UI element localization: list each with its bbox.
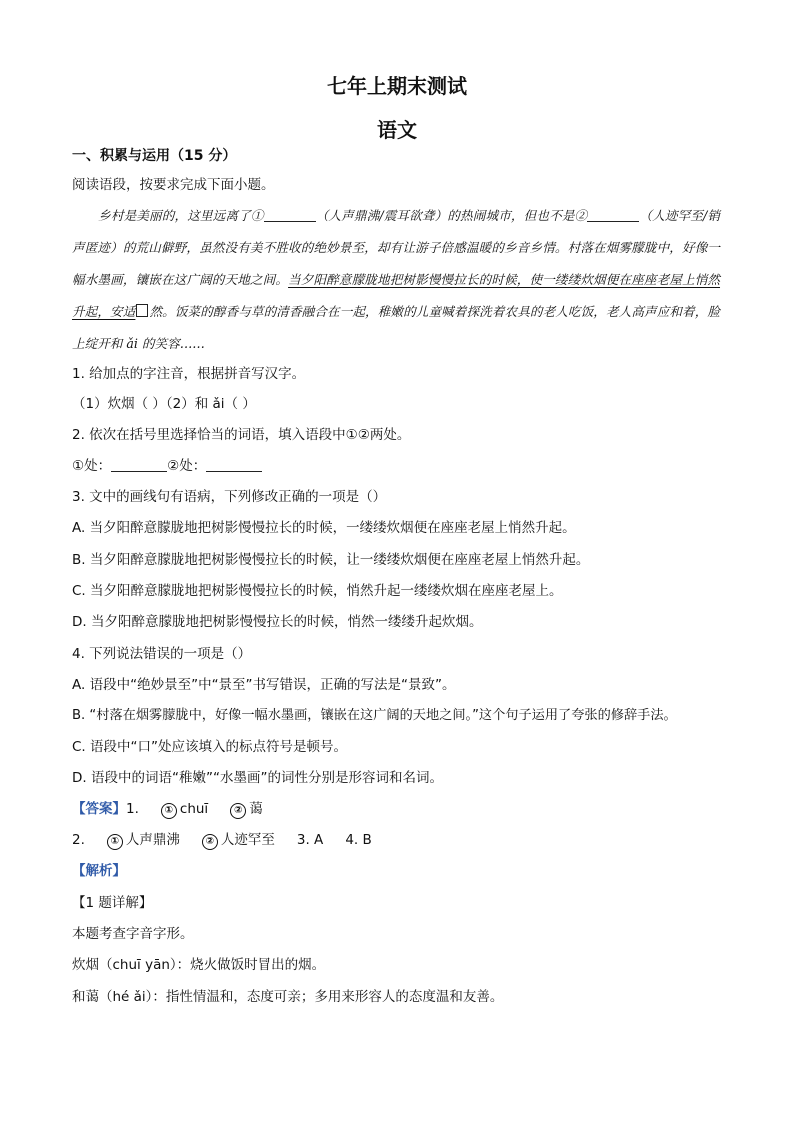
detail-line-3: 和蔼（hé ǎi）：指性情温和，态度可亲；多用来形容人的态度温和友善。	[72, 989, 504, 1005]
passage-part-1: 乡村是美丽的，这里远离了①	[98, 208, 264, 223]
q4-option-b: B. “村落在烟雾朦胧中，好像一幅水墨画，镶嵌在这广阔的天地之间。”这个句子运用了夸张的修辞手法。	[72, 708, 677, 723]
q4-option-a: A. 语段中“绝妙景至”中“景至”书写错误，正确的写法是“景致”。	[72, 677, 456, 693]
answer-line-1: 【答案】1. ① chuī ② 蔼	[72, 801, 263, 817]
answer-blank-1	[111, 459, 167, 472]
q3-option-a: A. 当夕阳醉意朦胧地把树影慢慢拉长的时候，一缕缕炊烟便在座座老屋上悄然升起。	[72, 520, 576, 536]
question-4: 4. 下列说法错误的一项是（）	[72, 646, 252, 662]
q3-option-d: D. 当夕阳醉意朦胧地把树影慢慢拉长的时候，悄然一缕缕升起炊烟。	[72, 614, 483, 630]
q3-option-b: B. 当夕阳醉意朦胧地把树影慢慢拉长的时候，让一缕缕炊烟便在座座老屋上悄然升起。	[72, 552, 590, 568]
punctuation-box	[136, 304, 148, 317]
question-2-blanks: ①处： ②处：	[72, 457, 262, 475]
reading-passage	[72, 200, 720, 360]
passage-part-2: （人声鼎沸/震耳欲聋）的热闹城市，但也不是②	[315, 208, 588, 223]
page-title: 七年上期末测试	[327, 74, 467, 98]
answer-blank-2	[206, 459, 262, 472]
passage-part-3: （人迹罕至/销声匿迹）的荒山僻野，虽然没有美不胜收的绝妙景至，却有让游子倍感温暖的乡音乡情。村落在烟雾朦胧中，好像一幅水墨画，镶嵌在这广阔的天地之间。	[72, 208, 721, 287]
analysis-label: 【解析】	[72, 863, 126, 879]
question-3: 3. 文中的画线句有语病，下列修改正确的一项是（）	[72, 489, 387, 505]
page-subtitle: 语文	[377, 118, 417, 142]
section-heading: 一、积累与运用（15 分）	[72, 148, 237, 164]
blank-2	[587, 209, 639, 222]
detail-line-1: 本题考查字音字形。	[72, 926, 194, 942]
question-1-items: （1）炊烟（ ）（2）和 ǎi（ ）	[72, 396, 256, 412]
question-2: 2. 依次在括号里选择恰当的词语，填入语段中①②两处。	[72, 427, 411, 443]
q3-option-c: C. 当夕阳醉意朦胧地把树影慢慢拉长的时候，悄然升起一缕缕炊烟在座座老屋上。	[72, 583, 563, 599]
blank-1	[264, 209, 316, 222]
q4-option-d: D. 语段中的词语“稚嫩”“水墨画”的词性分别是形容词和名词。	[72, 770, 443, 786]
question-1: 1. 给加点的字注音，根据拼音写汉字。	[72, 366, 306, 382]
intro-text: 阅读语段，按要求完成下面小题。	[72, 177, 275, 193]
detail-heading: 【1 题详解】	[72, 895, 153, 911]
passage-part-4: 然。饭菜的醇香与草的清香融合在一起，稚嫩的儿童喊着探洗着农具的老人吃饭，老人高声应和着，脸上绽开和 ǎi 的笑容……	[72, 304, 721, 351]
answer-line-2: 2. ① 人声鼎沸 ② 人迹罕至 3. A 4. B	[72, 832, 372, 848]
detail-line-2: 炊烟（chuī yān）：烧火做饭时冒出的烟。	[72, 957, 326, 973]
q4-option-c: C. 语段中“口”处应该填入的标点符号是顿号。	[72, 739, 347, 755]
answer-label: 【答案】	[72, 801, 126, 817]
underlined-sentence: 当夕阳醉意朦胧地把树影慢慢拉长的时候，使一缕缕炊烟便在座座老屋上悄然升起，安适	[72, 272, 721, 319]
